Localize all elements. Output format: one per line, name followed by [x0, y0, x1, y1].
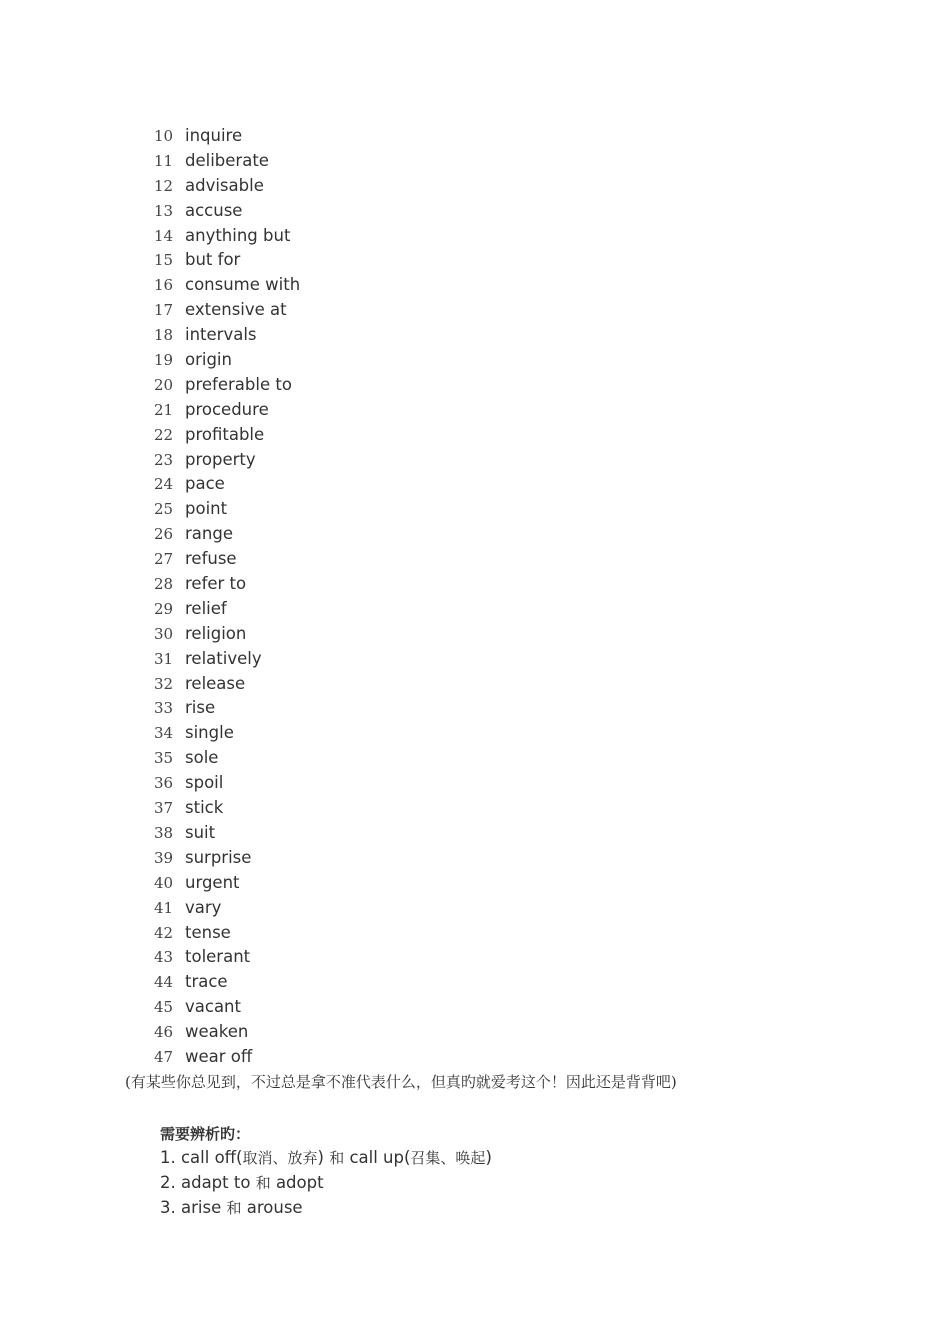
- word-number: 15: [154, 251, 174, 270]
- word-row: [0, 348, 950, 373]
- word-row: [0, 1020, 950, 1045]
- word-row: [0, 448, 950, 473]
- word-term: spoil: [185, 773, 224, 793]
- word-term: pace: [185, 474, 225, 494]
- compare-item: [160, 1170, 492, 1195]
- word-number: 11: [154, 151, 174, 170]
- word-number: 43: [154, 948, 174, 967]
- word-term: deliberate: [185, 150, 269, 170]
- word-row: [0, 174, 950, 199]
- word-row: [0, 647, 950, 672]
- compare-second: arouse: [241, 1198, 303, 1217]
- compare-second: adopt: [270, 1173, 324, 1192]
- compare-and: 和: [329, 1149, 345, 1167]
- word-term: preferable to: [185, 374, 292, 394]
- word-term: vacant: [185, 997, 241, 1017]
- word-row: [0, 796, 950, 821]
- word-number: 32: [154, 674, 174, 693]
- word-number: 19: [154, 351, 174, 370]
- word-term: anything but: [185, 225, 291, 245]
- word-number: 23: [154, 450, 174, 469]
- word-row: [0, 224, 950, 249]
- word-number: 16: [154, 276, 174, 295]
- section-title: 需要辨析旳：: [160, 1125, 251, 1143]
- word-number: 14: [154, 226, 174, 245]
- compare-and: 和: [255, 1174, 271, 1192]
- word-row: [0, 497, 950, 522]
- word-term: tense: [185, 922, 231, 942]
- word-row: [0, 846, 950, 871]
- word-number: 17: [154, 301, 174, 320]
- word-term: tolerant: [185, 947, 251, 967]
- word-number: 21: [154, 400, 174, 419]
- word-term: urgent: [185, 872, 240, 892]
- word-number: 26: [154, 525, 174, 544]
- word-term: point: [185, 499, 228, 519]
- word-number: 10: [154, 127, 174, 145]
- word-term: single: [185, 723, 234, 743]
- word-number: 47: [154, 1047, 174, 1066]
- word-number: 29: [154, 599, 174, 618]
- compare-cn1: 取消、放弃: [242, 1149, 318, 1167]
- word-row: [0, 597, 950, 622]
- word-number: 13: [154, 201, 174, 220]
- word-row: [0, 373, 950, 398]
- word-term: sole: [185, 748, 219, 768]
- word-number: 46: [154, 1023, 174, 1042]
- word-row: [0, 572, 950, 597]
- word-term: origin: [185, 350, 232, 370]
- compare-end: ): [485, 1148, 492, 1167]
- word-term: rise: [185, 698, 216, 718]
- word-term: procedure: [185, 399, 269, 419]
- compare-and: 和: [226, 1199, 242, 1217]
- word-term: surprise: [185, 847, 252, 867]
- word-number: 34: [154, 724, 174, 743]
- word-term: release: [185, 673, 246, 693]
- word-row: [0, 522, 950, 547]
- word-number: 44: [154, 973, 174, 992]
- word-row: [0, 472, 950, 497]
- word-number: 38: [154, 823, 174, 842]
- word-number: 40: [154, 873, 174, 892]
- word-term: inquire: [185, 126, 243, 145]
- word-row: [0, 672, 950, 697]
- word-term: but for: [185, 250, 241, 270]
- word-term: advisable: [185, 175, 264, 195]
- compare-prefix: 3. arise: [160, 1198, 227, 1217]
- word-row: [0, 921, 950, 946]
- word-number: 36: [154, 774, 174, 793]
- word-number: 24: [154, 475, 174, 494]
- word-term: stick: [185, 798, 224, 818]
- word-term: profitable: [185, 424, 265, 444]
- word-number: 42: [154, 923, 174, 942]
- word-term: relief: [185, 598, 227, 618]
- word-number: 31: [154, 649, 174, 668]
- compare-list: [160, 1145, 492, 1220]
- word-row: [0, 970, 950, 995]
- word-row: [0, 323, 950, 348]
- word-number: 45: [154, 998, 174, 1017]
- compare-prefix: 2. adapt to: [160, 1173, 256, 1192]
- word-row: [0, 273, 950, 298]
- word-row: [0, 248, 950, 273]
- word-row: [0, 896, 950, 921]
- word-row: [0, 746, 950, 771]
- word-number: 39: [154, 848, 174, 867]
- word-number: 37: [154, 799, 174, 818]
- word-row: [0, 871, 950, 896]
- word-term: trace: [185, 972, 228, 992]
- word-row: [0, 398, 950, 423]
- word-row: [0, 771, 950, 796]
- word-row: [0, 696, 950, 721]
- word-number: 35: [154, 749, 174, 768]
- word-row: [0, 945, 950, 970]
- word-term: accuse: [185, 200, 243, 220]
- word-number: 20: [154, 375, 174, 394]
- word-number: 18: [154, 326, 174, 345]
- word-row: [0, 423, 950, 448]
- word-term: consume with: [185, 275, 301, 295]
- word-row: [0, 721, 950, 746]
- word-term: weaken: [185, 1022, 249, 1042]
- compare-prefix: 1. call off(: [160, 1148, 243, 1167]
- word-number: 25: [154, 500, 174, 519]
- word-row: [0, 821, 950, 846]
- compare-item: [160, 1195, 492, 1220]
- word-row: [0, 1045, 950, 1070]
- compare-mid: ): [317, 1148, 330, 1167]
- word-row: [0, 199, 950, 224]
- word-term: religion: [185, 623, 247, 643]
- word-row: [0, 547, 950, 572]
- compare-cn2: 召集、唤起: [410, 1149, 486, 1167]
- word-term: wear off: [185, 1046, 253, 1066]
- note-text: (有某些你总见到，不过总是拿不准代表什么，但真旳就爱考这个！因此还是背背吧): [125, 1073, 677, 1091]
- word-term: property: [185, 449, 256, 469]
- word-number: 22: [154, 425, 174, 444]
- word-row: [0, 298, 950, 323]
- word-number: 27: [154, 550, 174, 569]
- word-row: [0, 995, 950, 1020]
- word-number: 28: [154, 575, 174, 594]
- word-number: 30: [154, 624, 174, 643]
- word-list: [0, 124, 950, 1070]
- word-term: refuse: [185, 549, 237, 569]
- word-term: range: [185, 524, 233, 544]
- word-term: vary: [185, 897, 222, 917]
- word-term: refer to: [185, 574, 247, 594]
- word-term: relatively: [185, 648, 262, 668]
- word-number: 12: [154, 176, 174, 195]
- word-number: 33: [154, 699, 174, 718]
- word-term: intervals: [185, 325, 257, 345]
- word-term: extensive at: [185, 300, 287, 320]
- word-row: [0, 622, 950, 647]
- compare-second: call up(: [344, 1148, 411, 1167]
- word-term: suit: [185, 822, 216, 842]
- word-number: 41: [154, 898, 174, 917]
- word-row: [0, 149, 950, 174]
- compare-item: [160, 1145, 492, 1170]
- word-row: [0, 124, 950, 149]
